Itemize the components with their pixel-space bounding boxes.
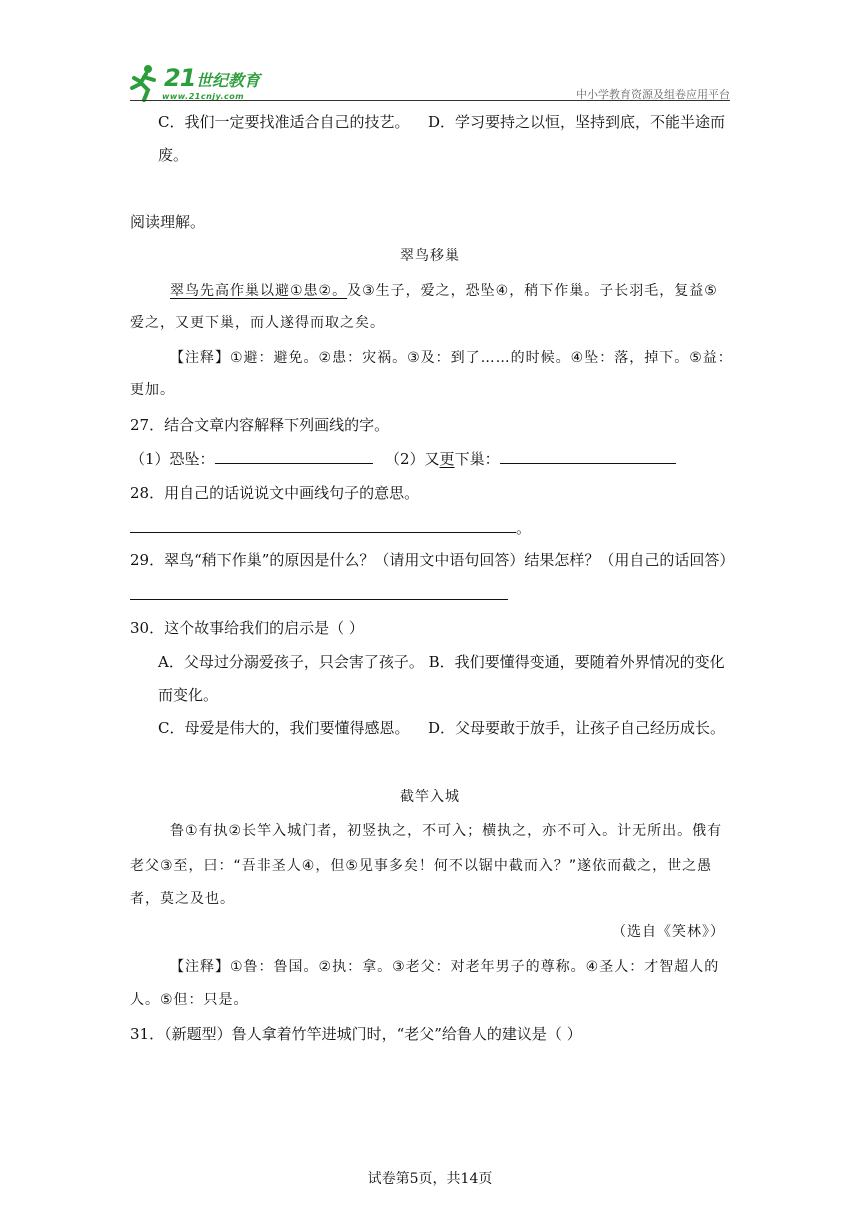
q27-part2 <box>385 449 676 469</box>
q30-options-ab: A．父母过分溺爱孩子，只会害了孩子。 B．我们要懂得变通，要随着外界情况的变化 <box>158 653 725 671</box>
q27-part2-pre: （2）又 <box>385 450 440 468</box>
q27-part1-label: （1）恐坠： <box>130 450 215 468</box>
passage1-note-line1: 【注释】①避：避免。②患：灾祸。③及：到了……的时候。④坠：落，掉下。⑤益： <box>170 350 733 366</box>
runner-icon <box>128 62 162 102</box>
prev-option-d-cont: 废。 <box>158 146 189 164</box>
header-rule <box>130 100 730 101</box>
q30-options-ab-cont: 而变化。 <box>158 686 219 704</box>
passage2-title: 截竿入城 <box>400 789 460 805</box>
passage1-line1 <box>170 281 718 301</box>
underlined-sentence: 翠鸟先高作巢以避①患②。 <box>170 283 348 299</box>
q29-answer-blank[interactable] <box>130 585 508 600</box>
q30-option-d: D．父母要敢于放手，让孩子自己经历成长。 <box>428 719 726 737</box>
q30-option-c: C．母爱是伟大的，我们要懂得感恩。 <box>158 719 410 737</box>
q28-stem: 28．用自己的话说说文中画线句子的意思。 <box>130 484 420 502</box>
logo-url: www.21cnjy.com <box>162 92 245 101</box>
q27-part1-blank[interactable] <box>215 449 373 464</box>
passage2-note-line2: 人。⑤但：只是。 <box>130 992 249 1008</box>
prev-option-c: C．我们一定要找准适合自己的技艺。 <box>158 113 410 131</box>
q31-stem: 31．（新题型）鲁人拿着竹竿进城门时，“老父”给鲁人的建议是（ ） <box>130 1025 582 1043</box>
q27-part2-blank[interactable] <box>500 449 676 464</box>
passage1-title: 翠鸟移巢 <box>400 248 460 264</box>
passage2-line3: 者，莫之及也。 <box>130 891 235 907</box>
q28-answer-line <box>130 518 531 538</box>
section-label: 阅读理解。 <box>130 213 206 231</box>
logo-name: 世纪教育 <box>196 71 261 90</box>
q27-part2-underlined: 更 <box>439 450 455 468</box>
q30-stem: 30．这个故事给我们的启示是（ ） <box>130 619 364 637</box>
passage2-line2: 老父③至，曰：“吾非圣人④，但⑤见事多矣！何不以锯中截而入？”遂依而截之，世之愚 <box>130 858 713 874</box>
page-header <box>0 0 860 110</box>
page-footer: 试卷第5页，共14页 <box>367 1171 493 1187</box>
passage2-source: （选自《笑林》） <box>612 924 725 940</box>
q29-stem: 29．翠鸟“稍下作巢”的原因是什么？（请用文中语句回答）结果怎样？（用自己的话回答） <box>130 551 735 569</box>
prev-option-d: D．学习要持之以恒，坚持到底，不能半途而 <box>428 113 726 131</box>
passage1-line2: 爱之，又更下巢，而人遂得而取之矣。 <box>130 315 385 331</box>
logo-mark: 21 <box>164 64 196 92</box>
passage1-note-line2: 更加。 <box>130 382 175 398</box>
q28-answer-blank[interactable] <box>130 518 516 533</box>
q27-part2-post: 下巢： <box>454 450 500 468</box>
q27-stem: 27．结合文章内容解释下列画线的字。 <box>130 416 390 434</box>
site-logo <box>128 62 268 104</box>
passage2-note-line1: 【注释】①鲁：鲁国。②执：拿。③老父：对老年男子的尊称。④圣人：才智超人的 <box>170 959 720 975</box>
platform-label: 中小学教育资源及组卷应用平台 <box>576 88 730 101</box>
passage2-line1: 鲁①有执②长竿入城门者，初竖执之，不可入；横执之，亦不可入。计无所出。俄有 <box>170 823 723 839</box>
passage1-line1-rest: 及③生子，爱之，恐坠④，稍下作巢。子长羽毛，复益⑤ <box>347 283 718 299</box>
q28-end: 。 <box>516 519 532 537</box>
q27-part1 <box>130 449 373 469</box>
q29-answer-line <box>130 585 508 605</box>
